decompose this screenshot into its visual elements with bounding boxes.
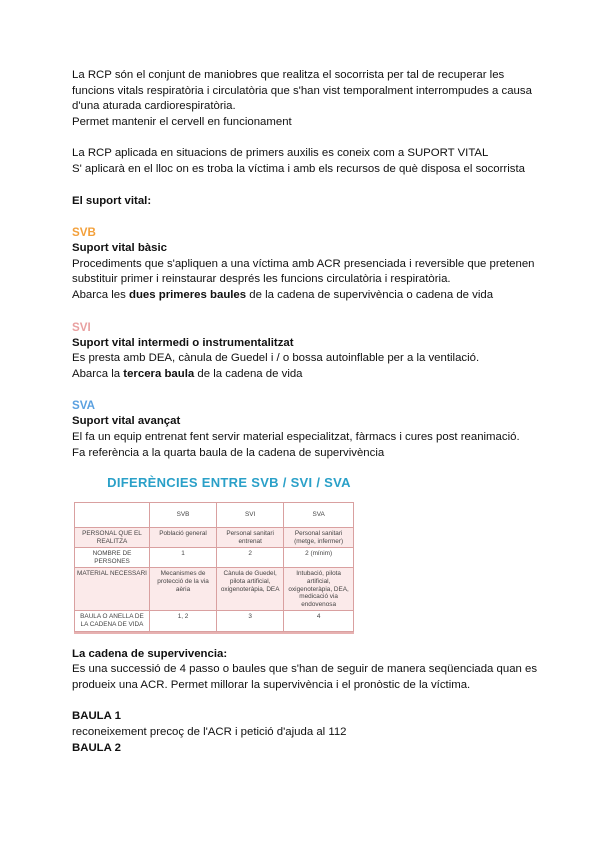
- table-row: [75, 568, 354, 611]
- svi-text: de la cadena de vida: [194, 367, 303, 380]
- document-page: [72, 68, 542, 756]
- intro-line: S' aplicarà en el lloc on es troba la víctima i amb els recursos de què disposa el socorrista: [72, 162, 525, 175]
- baula-1-text: reconeixement precoç de l'ACR i petició d'ajuda al 112: [72, 726, 347, 738]
- sva-line: Fa referència a la quarta baula de la cadena de supervivència: [72, 446, 385, 459]
- svi-title: Suport vital intermedi o instrumentalitzat: [72, 336, 294, 349]
- svb-line: Procediments que s'apliquen a una víctima amb ACR presenciada i reversible que pretenen: [72, 257, 535, 270]
- table-cell: 4: [284, 611, 354, 631]
- svb-text: Abarca les: [72, 288, 129, 301]
- sva-title: Suport vital avançat: [72, 415, 181, 428]
- svb-emphasis: dues primeres baules: [128, 288, 247, 301]
- svi-line: [72, 367, 542, 383]
- table-cell: Personal sanitari (metge, infermer): [284, 528, 354, 548]
- table-row: [75, 528, 354, 548]
- support-heading: El suport vital:: [72, 194, 152, 207]
- intro-line: Permet mantenir el cervell en funcionament: [72, 115, 292, 128]
- table-cell: Mecanismes de protecció de la via aèria: [149, 568, 216, 611]
- table-cell: 1: [149, 548, 216, 568]
- svi-line: Es presta amb DEA, cànula de Guedel i / o bossa autoinflable per a la ventilació.: [72, 352, 480, 365]
- svb-title: Suport vital bàsic: [72, 242, 167, 255]
- sva-tag: SVA: [72, 399, 95, 413]
- differences-table: [74, 502, 354, 632]
- chain-line: produeix una ACR. Permet millorar la supervivència i el pronòstic de la víctima.: [72, 678, 471, 691]
- table-row: [75, 548, 354, 568]
- table-row-header: PERSONAL QUE EL REALITZA: [75, 528, 150, 548]
- table-cell: 3: [217, 611, 284, 631]
- svi-text: Abarca la: [72, 367, 124, 380]
- table-cell: Cànula de Guedel, pilota artificial, oxigenoteràpia, DEA: [217, 568, 284, 611]
- table-cell: 2 (mínim): [284, 548, 354, 568]
- svb-text: de la cadena de supervivència o cadena de vida: [246, 288, 494, 301]
- svb-tag: SVB: [72, 226, 96, 240]
- table-cell: Població general: [149, 528, 216, 548]
- table-cell: Intubació, pilota artificial, oxigenoteràpia, DEA, medicació via endovenosa: [284, 568, 354, 611]
- table-header: SVB: [149, 503, 216, 528]
- table-row-header: MATERIAL NECESSARI: [75, 568, 150, 611]
- sva-line: El fa un equip entrenat fent servir material especialitzat, fàrmacs i cures post reanimació.: [72, 430, 520, 443]
- intro-line: La RCP aplicada en situacions de primers auxilis es coneix com a SUPORT VITAL: [72, 147, 489, 160]
- figure-bottom-border: [74, 632, 354, 634]
- baula-1-title: BAULA 1: [72, 710, 121, 723]
- svi-emphasis: tercera baula: [123, 367, 195, 380]
- svb-line: substituir primer i reinstaurar després les funcions circulatòria i respiratòria.: [72, 273, 451, 286]
- chain-heading: La cadena de supervivencia:: [72, 647, 228, 660]
- svb-line: [72, 288, 542, 304]
- table-row-header: NOMBRE DE PERSONES: [75, 548, 150, 568]
- figure-title: DIFERÈNCIES ENTRE SVB / SVI / SVA: [107, 475, 351, 491]
- table-row: [75, 611, 354, 631]
- table-cell: 1, 2: [149, 611, 216, 631]
- chain-line: Es una successió de 4 passo o baules que s'han de seguir de manera seqüenciada quan es: [72, 663, 538, 676]
- intro-line: funcions vitals respiratòria i circulatòria que s'han vist temporalment interrompudes a causa: [72, 84, 532, 97]
- differences-figure: [74, 472, 354, 634]
- table-cell: 2: [217, 548, 284, 568]
- table-cell: Personal sanitari entrenat: [217, 528, 284, 548]
- intro-line: d'una aturada cardiorespiratòria.: [72, 100, 236, 113]
- intro-line: La RCP són el conjunt de maniobres que realitza el socorrista per tal de recuperar les: [72, 69, 505, 81]
- table-header: SVI: [217, 503, 284, 528]
- svi-tag: SVI: [72, 320, 91, 334]
- table-header: SVA: [284, 503, 354, 528]
- table-row-header: BAULA O ANELLA DE LA CADENA DE VIDA: [75, 611, 150, 631]
- baula-2-title: BAULA 2: [72, 741, 121, 754]
- table-header: [75, 503, 150, 528]
